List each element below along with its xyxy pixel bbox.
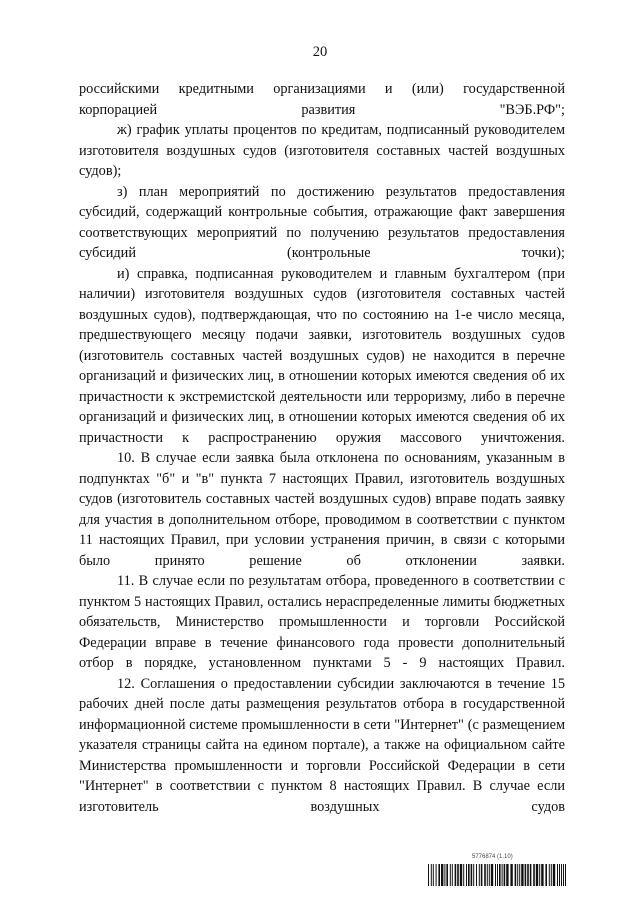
paragraph-item-z: з) план мероприятий по достижению результатов предоставления субсидий, содержащий контрольные события, отражающие факт завершения соответствующих мероприятий по получению результатов предоставления субсидий (контрольные точки); bbox=[79, 183, 565, 261]
paragraph-10: 10. В случае если заявка была отклонена по основаниям, указанным в подпунктах "б" и "в" пункта 7 настоящих Правил, изготовитель воздушных судов (изготовитель составных частей воздушных судов) вправе подать заявку для участия в дополнительном отборе, проводимом в соответствии с пунктом 11 настоящих Правил, при условии устранения причин, в связи с которыми было принято решение об отклонении заявки. bbox=[79, 450, 565, 569]
barcode-icon bbox=[428, 864, 568, 886]
paragraph-11: 11. В случае если по результатам отбора, проведенного в соответствии с пунктом 5 настоящих Правил, остались нераспределенные лимиты бюджетных обязательств, Министерство промышленности и торговли Российской Федерации вправе в течение финансового года провести дополнительный отбор в порядке, установленном пунктами 5 - 9 настоящих Правил. bbox=[79, 573, 565, 671]
document-barcode bbox=[428, 854, 568, 888]
paragraph-12: 12. Соглашения о предоставлении субсидии заключаются в течение 15 рабочих дней после даты размещения результатов отбора в государственной информационной системе промышленности в сети "Интернет" (с размещением указателя страницы сайта на едином портале), а также на официальном сайте Министерства промышленности и торговли Российской Федерации в сети "Интернет" в соответствии с пунктом 8 настоящих Правил. В случае если изготовитель воздушных судов bbox=[79, 675, 565, 815]
paragraph-item-i: и) справка, подписанная руководителем и главным бухгалтером (при наличии) изготовителя воздушных судов (изготовителя составных частей воздушных судов), подтверждающая, что по состоянию на 1-е число месяца, предшествующего месяцу подачи заявки, изготовитель воздушных судов (изготовитель составных частей воздушных судов) не находится в перечне организаций и физических лиц, в отношении которых имеются сведения об их причастности к экстремистской деятельности или терроризму, либо в перечне организаций и физических лиц, в отношении которых имеются сведения об их причастности к распространению оружия массового уничтожения. bbox=[79, 265, 565, 446]
paragraph-continuation: российскими кредитными организациями и (или) государственной корпорацией развития "ВЭБ.РФ"; bbox=[79, 81, 565, 118]
page-number: 20 bbox=[312, 44, 328, 60]
document-body bbox=[79, 79, 565, 817]
paragraph-item-zh: ж) график уплаты процентов по кредитам, подписанный руководителем изготовителя воздушных судов (изготовителя составных частей воздушных судов); bbox=[79, 122, 565, 179]
barcode-code: 5776874 (1.10) bbox=[472, 854, 513, 860]
